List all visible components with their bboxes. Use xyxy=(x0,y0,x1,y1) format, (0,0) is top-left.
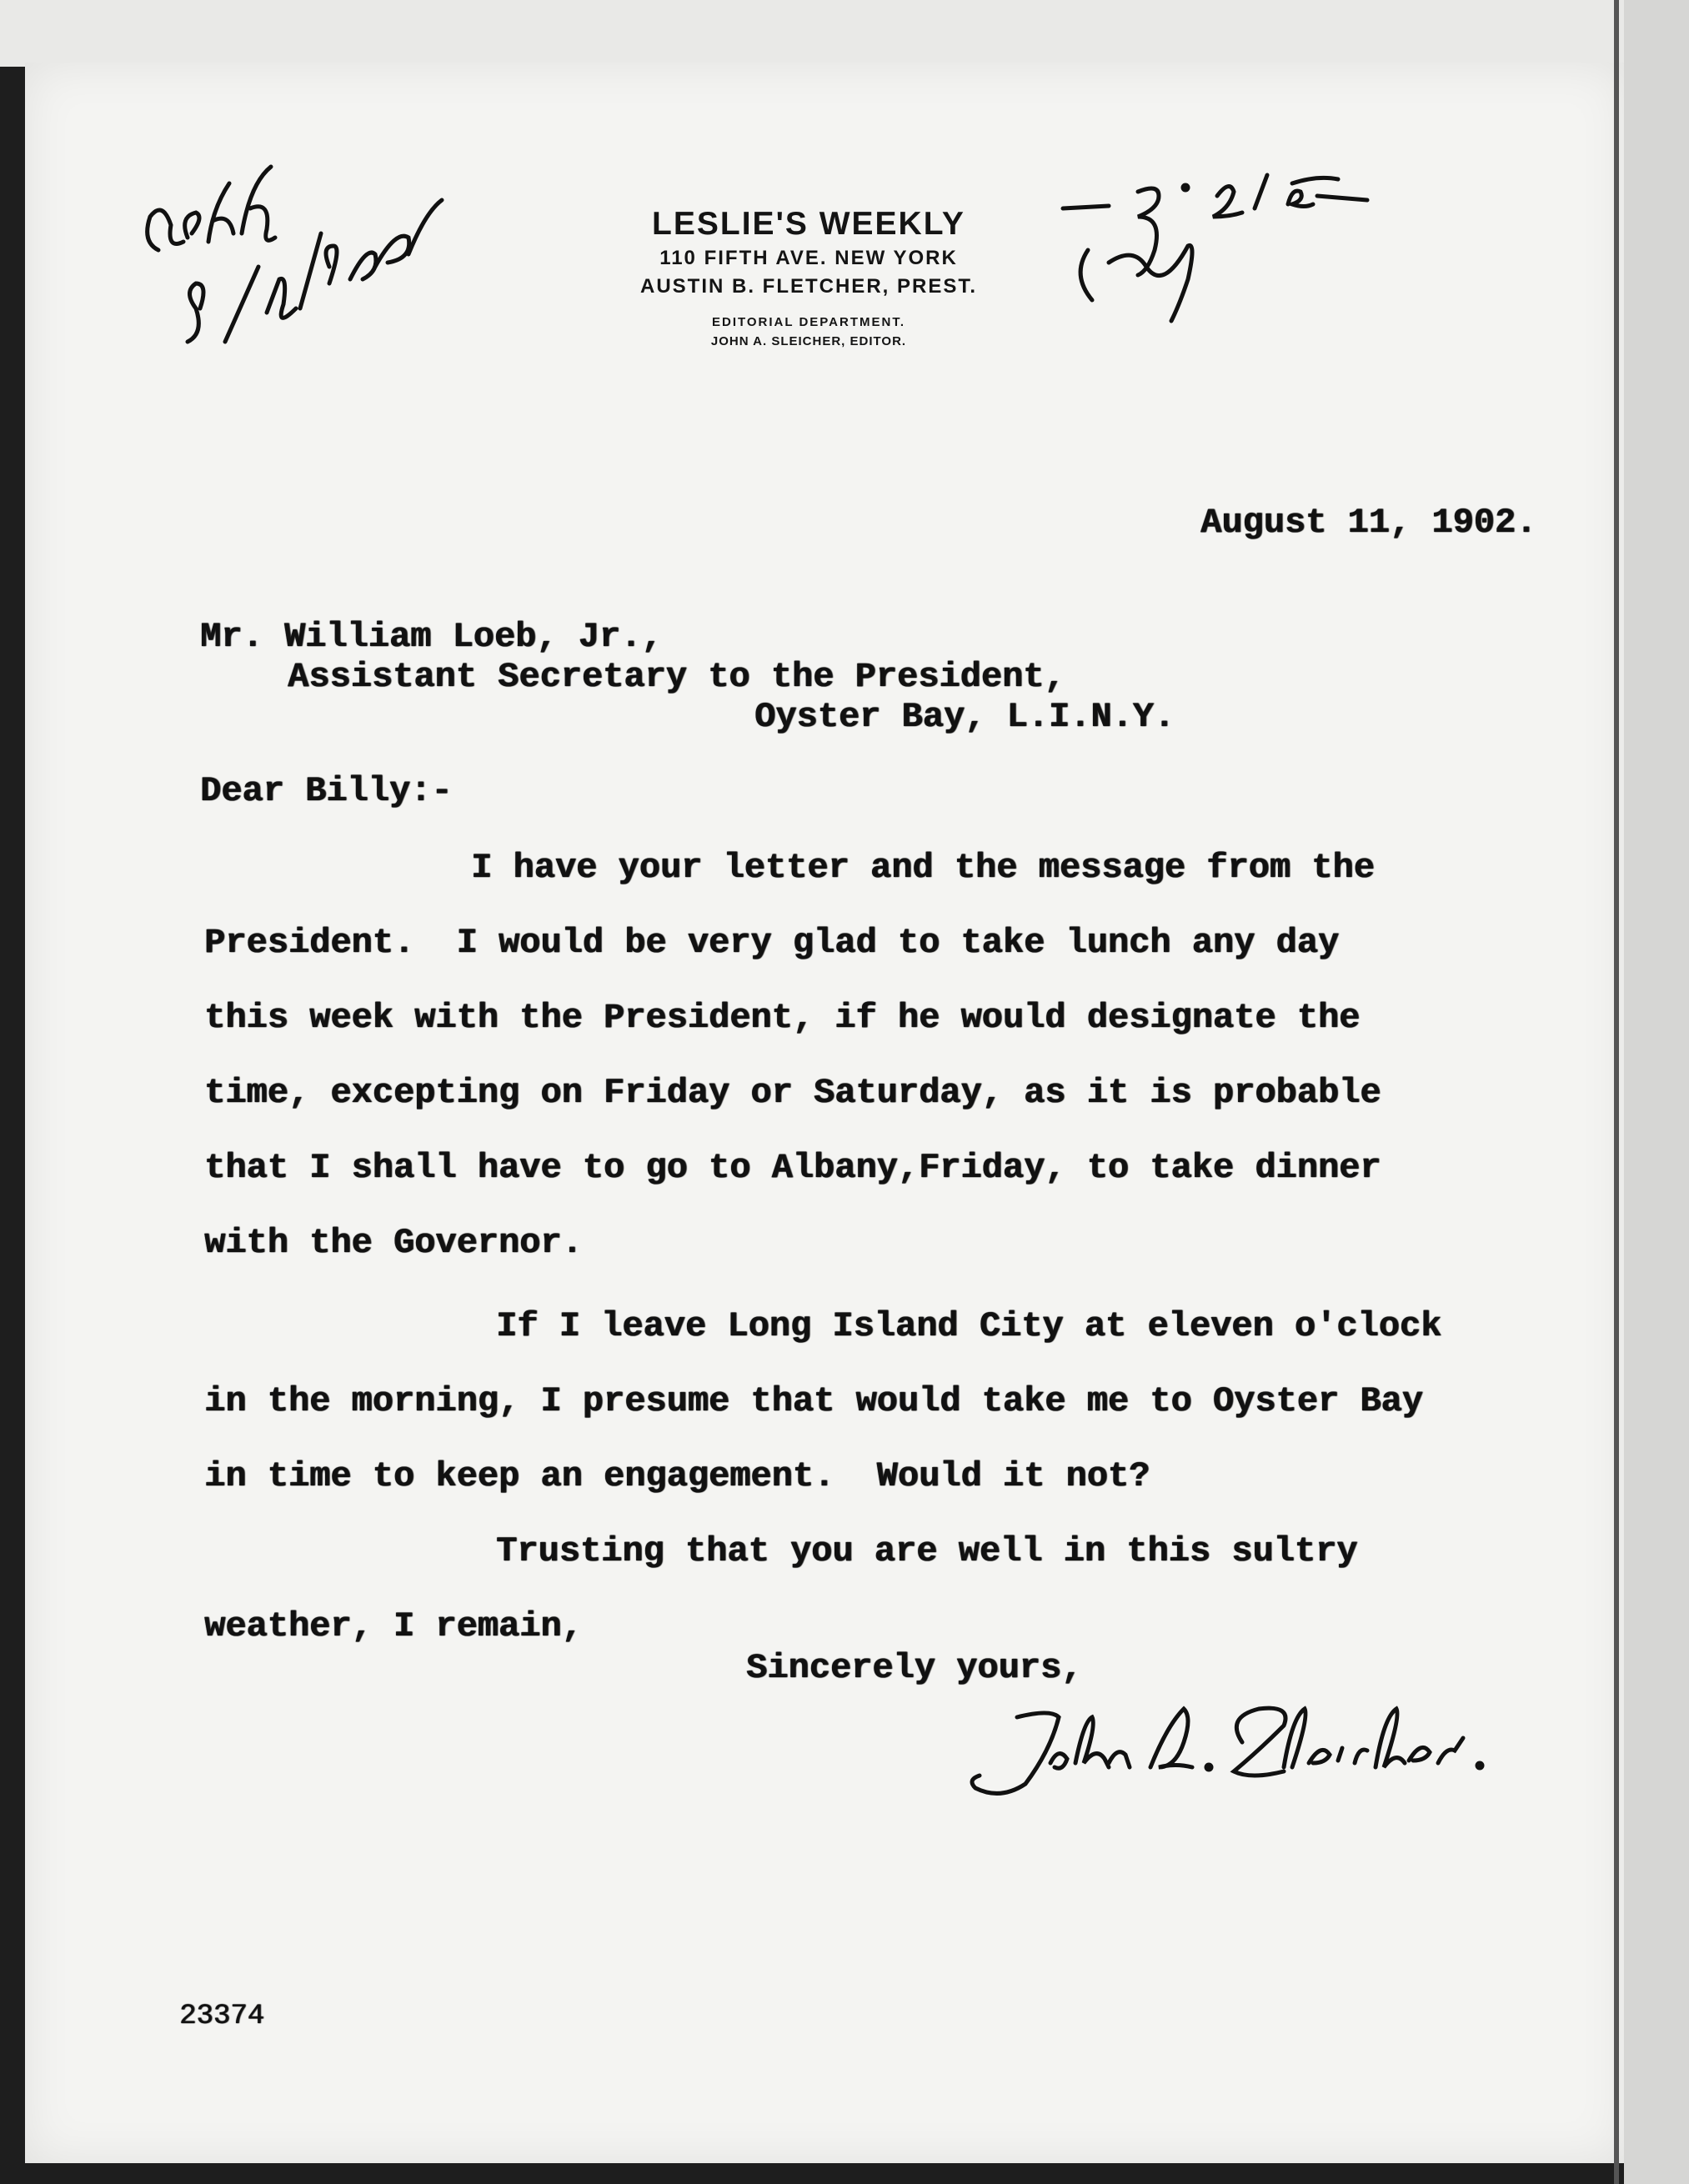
letterhead-department: EDITORIAL DEPARTMENT. xyxy=(711,315,905,329)
handwritten-ack-note xyxy=(125,142,475,367)
body-line: this week with the President, if he would designate the xyxy=(204,998,1361,1038)
letterhead xyxy=(575,204,1042,351)
body-line: in the morning, I presume that would take me to Oyster Bay xyxy=(204,1381,1423,1421)
body-line: that I shall have to go to Albany,Friday, to take dinner xyxy=(204,1148,1381,1188)
salutation: Dear Billy:- xyxy=(200,771,453,811)
recipient-line-2: Assistant Secretary to the President, xyxy=(288,657,1065,697)
signature xyxy=(925,1701,1509,1801)
body-line: Trusting that you are well in this sultry xyxy=(496,1531,1358,1571)
letter-page xyxy=(25,63,1626,2163)
body-line: weather, I remain, xyxy=(204,1606,583,1646)
page-edge xyxy=(1614,0,1619,2184)
document-number: 23374 xyxy=(179,2001,265,2032)
body-line: I have your letter and the message from the xyxy=(471,848,1375,888)
letterhead-address: 110 FIFTH AVE. NEW YORK xyxy=(659,247,958,269)
letter-date: August 11, 1902. xyxy=(1200,503,1537,543)
body-line: in time to keep an engagement. Would it not? xyxy=(204,1456,1150,1496)
letterhead-name: LESLIE'S WEEKLY xyxy=(652,206,965,242)
letterhead-president: AUSTIN B. FLETCHER, PREST. xyxy=(639,275,978,298)
letterhead-editor: JOHN A. SLEICHER, EDITOR. xyxy=(710,334,907,348)
recipient-line-1: Mr. William Loeb, Jr., xyxy=(200,617,663,657)
body-line: President. I would be very glad to take lunch any day xyxy=(204,923,1340,963)
handwritten-21st-note xyxy=(1059,171,1442,338)
scan-top-strip xyxy=(0,0,1689,67)
body-line: with the Governor. xyxy=(204,1223,583,1263)
scan-right-margin xyxy=(1624,0,1689,2184)
closing: Sincerely yours, xyxy=(746,1648,1083,1688)
body-line: time, excepting on Friday or Saturday, as it is probable xyxy=(204,1073,1381,1113)
body-line: If I leave Long Island City at eleven o'clock xyxy=(496,1306,1442,1346)
recipient-line-3: Oyster Bay, L.I.N.Y. xyxy=(754,697,1175,737)
